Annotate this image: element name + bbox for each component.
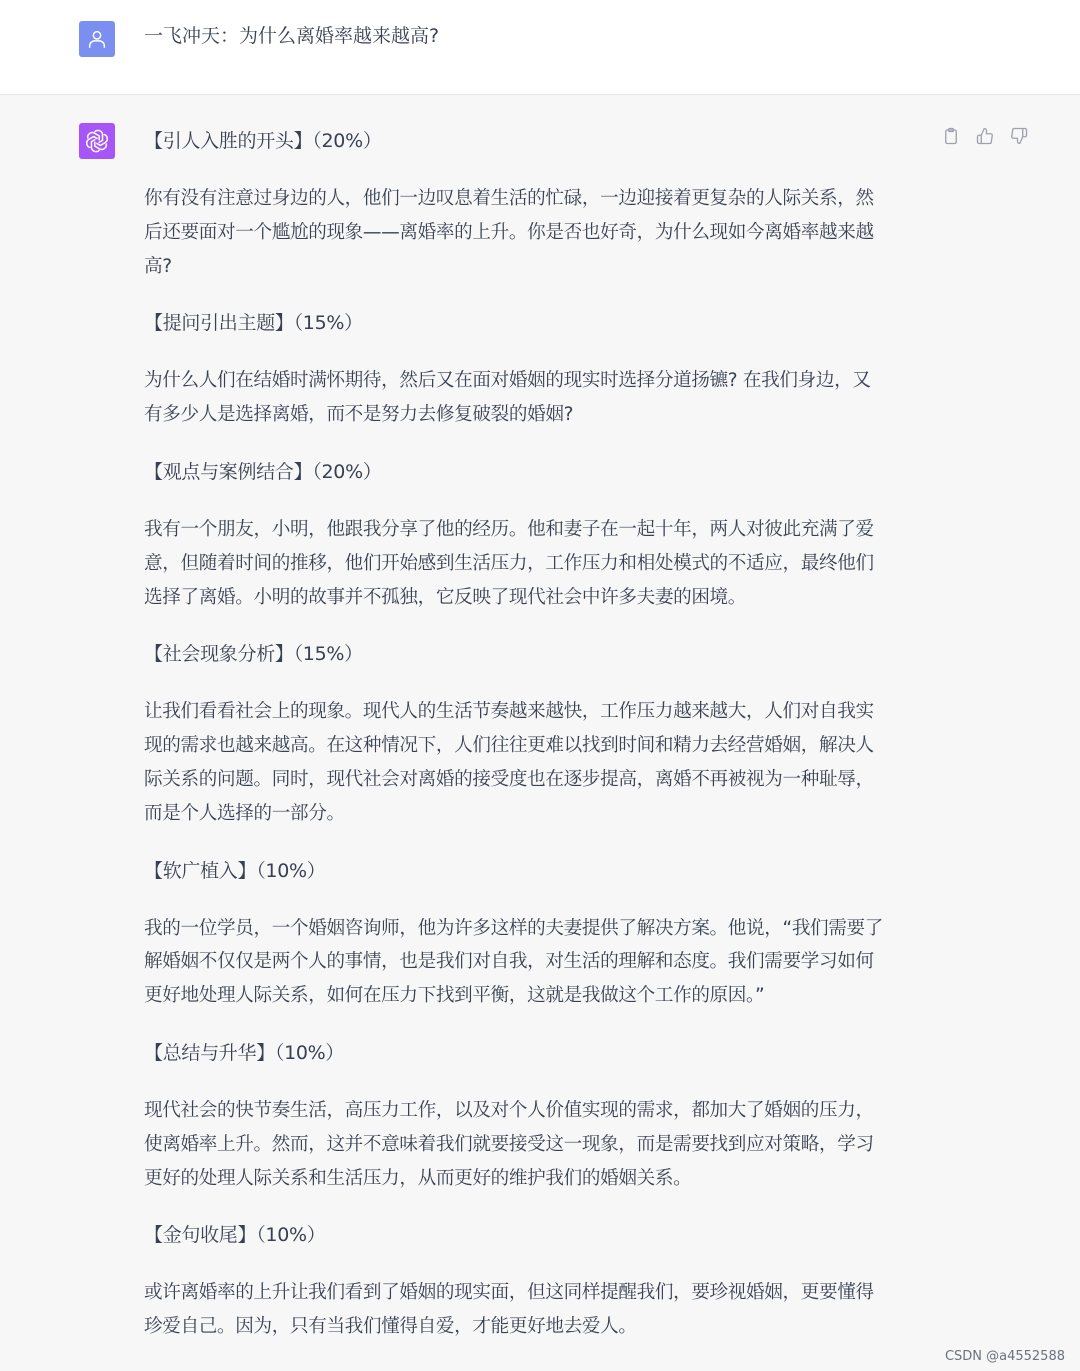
paragraph-line: 或许离婚率的上升让我们看到了婚姻的现实面，但这同样提醒我们，要珍视婚姻，更要懂得 xyxy=(144,1282,874,1304)
user-avatar xyxy=(79,21,115,57)
paragraph-line: 使离婚率上升。然而，这并不意味着我们就要接受这一现象，而是需要找到应对策略，学习 xyxy=(144,1133,874,1155)
paragraph-line: 为什么人们在结婚时满怀期待，然后又在面对婚姻的现实时选择分道扬镳? 在我们身边，又 xyxy=(144,370,871,392)
section-title: 【社会现象分析】（15%） xyxy=(144,643,363,666)
paragraph-line: 我的一位学员，一个婚姻咨询师，他为许多这样的夫妻提供了解决方案。他说，“我们需要了 xyxy=(144,917,884,939)
paragraph-line: 让我们看看社会上的现象。现代人的生活节奏越来越快，工作压力越来越大，人们对自我实 xyxy=(144,701,874,723)
paragraph-line: 解婚姻不仅仅是两个人的事情，也是我们对自我，对生活的理解和态度。我们需要学习如何 xyxy=(144,951,874,973)
section-paragraph xyxy=(144,1276,924,1344)
thumbs-up-button[interactable] xyxy=(974,125,996,147)
section-paragraph xyxy=(144,364,924,432)
section-paragraph xyxy=(144,1094,924,1195)
paragraph-line: 选择了离婚。小明的故事并不孤独，它反映了现代社会中许多夫妻的困境。 xyxy=(144,586,747,608)
thumbs-down-icon xyxy=(1010,127,1028,145)
section-title: 【金句收尾】（10%） xyxy=(144,1224,326,1247)
paragraph-line: 你有没有注意过身边的人，他们一边叹息着生活的忙碌，一边迎接着更复杂的人际关系，然 xyxy=(144,188,874,209)
section-title: 【提问引出主题】（15%） xyxy=(144,312,363,335)
paragraph-line: 意，但随着时间的推移，他们开始感到生活压力，工作压力和相处模式的不适应，最终他们 xyxy=(144,552,874,574)
paragraph-line: 而是个人选择的一部分。 xyxy=(144,802,345,824)
paragraph-line: 现代社会的快节奏生活，高压力工作，以及对个人价值实现的需求，都加大了婚姻的压力， xyxy=(144,1099,874,1121)
section-paragraph xyxy=(144,912,924,1013)
section-title: 【观点与案例结合】（20%） xyxy=(144,460,382,483)
section-paragraph xyxy=(144,695,924,830)
thumbs-up-icon xyxy=(976,127,994,145)
clipboard-icon xyxy=(942,127,960,145)
section-title: 【引人入胜的开头】（20%） xyxy=(144,130,382,152)
assistant-avatar xyxy=(79,123,115,159)
openai-logo-icon xyxy=(84,128,110,154)
message-actions xyxy=(940,125,1030,147)
paragraph-line: 后还要面对一个尴尬的现象——离婚率的上升。你是否也好奇，为什么现如今离婚率越来越 xyxy=(144,221,874,243)
section-paragraph xyxy=(144,182,924,283)
user-message-text: 一飞冲天：为什么离婚率越来越高? xyxy=(144,25,440,47)
thumbs-down-button[interactable] xyxy=(1008,125,1030,147)
paragraph-line: 际关系的问题。同时，现代社会对离婚的接受度也在逐步提高，离婚不再被视为一种耻辱， xyxy=(144,768,874,790)
watermark: CSDN @a4552588 xyxy=(944,1349,1065,1364)
paragraph-line: 我有一个朋友，小明，他跟我分享了他的经历。他和妻子在一起十年，两人对彼此充满了爱 xyxy=(144,518,874,540)
section-paragraph xyxy=(144,513,924,614)
paragraph-line: 更好的处理人际关系和生活压力，从而更好的维护我们的婚姻关系。 xyxy=(144,1167,692,1189)
paragraph-line: 珍爱自己。因为，只有当我们懂得自爱，才能更好地去爱人。 xyxy=(144,1316,637,1338)
user-icon xyxy=(86,28,108,50)
section-title: 【总结与升华】（10%） xyxy=(144,1041,345,1064)
paragraph-line: 有多少人是选择离婚，而不是努力去修复破裂的婚姻? xyxy=(144,404,574,426)
paragraph-line: 现的需求也越来越高。在这种情况下，人们往往更难以找到时间和精力去经营婚姻，解决人 xyxy=(144,735,874,757)
copy-button[interactable] xyxy=(940,125,962,147)
paragraph-line: 更好地处理人际关系，如何在压力下找到平衡，这就是我做这个工作的原因。” xyxy=(144,985,765,1007)
assistant-message xyxy=(144,124,924,1344)
section-title: 【软广植入】（10%） xyxy=(144,859,326,882)
user-message-row xyxy=(0,0,1080,95)
paragraph-line: 高? xyxy=(144,255,172,277)
